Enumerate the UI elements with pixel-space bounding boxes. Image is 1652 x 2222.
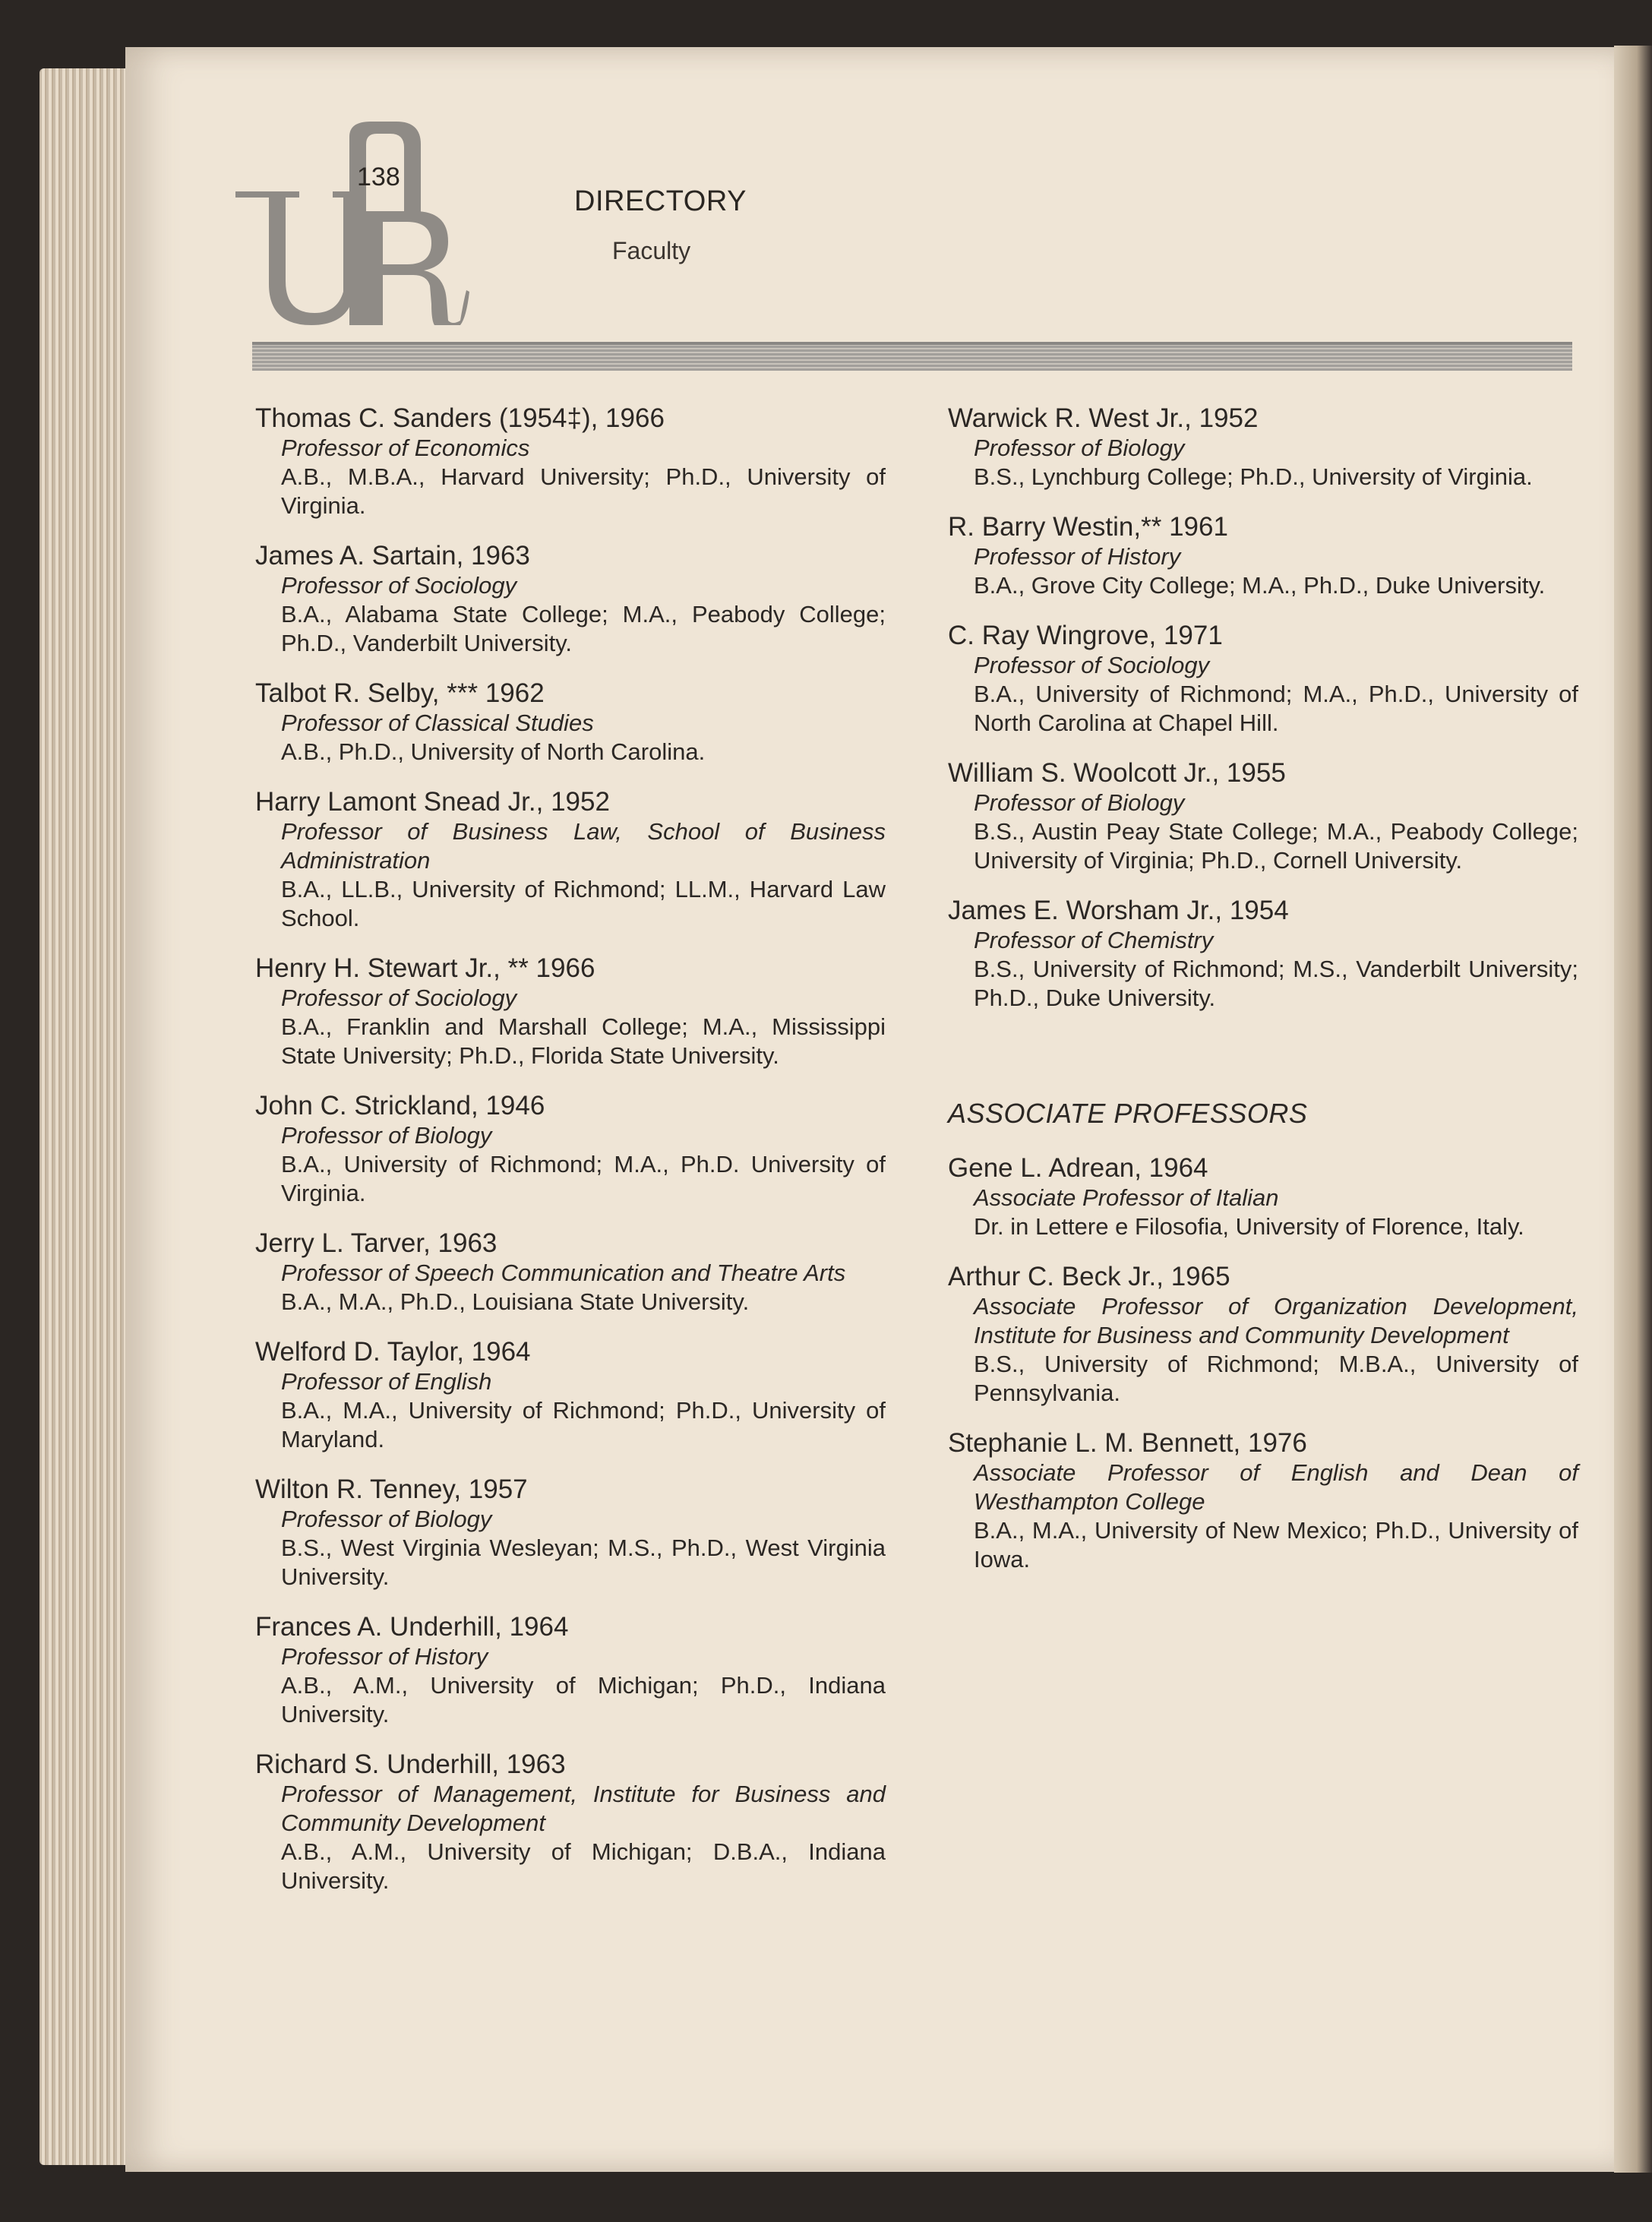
faculty-degrees: B.A., Grove City College; M.A., Ph.D., Duke University.	[974, 572, 1546, 599]
faculty-title: Associate Professor of English and Dean of Westhampton College	[974, 1459, 1578, 1515]
faculty-title: Professor of Chemistry	[974, 927, 1214, 953]
right-column	[948, 403, 1578, 1594]
faculty-name: Jerry L. Tarver, 1963	[255, 1228, 497, 1258]
faculty-name: Arthur C. Beck Jr., 1965	[948, 1262, 1230, 1291]
faculty-entry	[948, 1261, 1578, 1408]
faculty-name: Harry Lamont Snead Jr., 1952	[255, 787, 610, 817]
faculty-title: Professor of Biology	[281, 1506, 492, 1532]
faculty-title: Professor of Classical Studies	[281, 710, 594, 736]
faculty-name: Henry H. Stewart Jr., ** 1966	[255, 953, 595, 983]
faculty-title: Professor of Speech Communication and Theatre Arts	[281, 1260, 846, 1286]
faculty-entry	[255, 1090, 886, 1208]
faculty-name: Richard S. Underhill, 1963	[255, 1749, 566, 1779]
faculty-entry	[255, 678, 886, 766]
faculty-title: Professor of Biology	[974, 789, 1185, 816]
faculty-degrees: A.B., A.M., University of Michigan; D.B.A., Indiana University.	[281, 1838, 886, 1894]
faculty-degrees: B.A., University of Richmond; M.A., Ph.D., University of North Carolina at Chapel Hill.	[974, 681, 1578, 736]
faculty-title: Professor of History	[281, 1643, 488, 1670]
faculty-title: Professor of Biology	[974, 435, 1185, 461]
faculty-degrees: A.B., A.M., University of Michigan; Ph.D., Indiana University.	[281, 1672, 886, 1727]
faculty-name: James A. Sartain, 1963	[255, 541, 530, 571]
faculty-entry	[948, 1152, 1578, 1241]
faculty-entry	[948, 403, 1578, 491]
faculty-title: Professor of Business Law, School of Business Administration	[281, 818, 886, 874]
faculty-title: Professor of Sociology	[974, 652, 1210, 678]
section-subtitle: Faculty	[612, 237, 691, 264]
faculty-degrees: Dr. in Lettere e Filosofia, University of Florence, Italy.	[974, 1213, 1524, 1240]
faculty-name: Stephanie L. M. Bennett, 1976	[948, 1428, 1307, 1458]
faculty-entry	[948, 511, 1578, 600]
faculty-degrees: B.S., University of Richmond; M.B.A., University of Pennsylvania.	[974, 1351, 1578, 1406]
faculty-degrees: B.A., M.A., Ph.D., Louisiana State University.	[281, 1288, 750, 1315]
faculty-name: John C. Strickland, 1946	[255, 1091, 545, 1120]
ur-logo	[235, 122, 539, 327]
faculty-entry	[948, 620, 1578, 738]
faculty-name: C. Ray Wingrove, 1971	[948, 621, 1223, 650]
faculty-degrees: B.A., LL.B., University of Richmond; LL.M., Harvard Law School.	[281, 876, 886, 931]
faculty-name: Warwick R. West Jr., 1952	[948, 403, 1259, 433]
faculty-name: Thomas C. Sanders (1954‡), 1966	[255, 403, 665, 433]
faculty-name: William S. Woolcott Jr., 1955	[948, 758, 1286, 788]
faculty-entry	[255, 1336, 886, 1454]
faculty-degrees: B.S., University of Richmond; M.S., Vanderbilt University; Ph.D., Duke University.	[974, 956, 1578, 1011]
faculty-degrees: B.A., M.A., University of Richmond; Ph.D., University of Maryland.	[281, 1397, 886, 1452]
section-title: DIRECTORY	[574, 185, 747, 217]
faculty-degrees: B.A., Alabama State College; M.A., Peabody College; Ph.D., Vanderbilt University.	[281, 601, 886, 656]
faculty-title: Professor of History	[974, 543, 1181, 570]
faculty-title: Professor of Biology	[281, 1122, 492, 1149]
faculty-entry	[255, 540, 886, 658]
faculty-degrees: B.S., Lynchburg College; Ph.D., University of Virginia.	[974, 463, 1533, 490]
faculty-entry	[255, 1611, 886, 1729]
header-rule	[252, 342, 1572, 371]
faculty-degrees: B.A., University of Richmond; M.A., Ph.D. University of Virginia.	[281, 1151, 886, 1206]
faculty-entry	[255, 1749, 886, 1895]
faculty-entry	[255, 403, 886, 520]
faculty-name: Wilton R. Tenney, 1957	[255, 1474, 528, 1504]
faculty-name: Gene L. Adrean, 1964	[948, 1153, 1208, 1183]
faculty-entry	[255, 1474, 886, 1591]
faculty-degrees: A.B., M.B.A., Harvard University; Ph.D., University of Virginia.	[281, 463, 886, 519]
faculty-title: Professor of Sociology	[281, 572, 517, 599]
faculty-name: R. Barry Westin,** 1961	[948, 512, 1228, 542]
faculty-name: Frances A. Underhill, 1964	[255, 1612, 569, 1642]
book-spine	[1614, 46, 1652, 2173]
faculty-entry	[255, 1228, 886, 1316]
faculty-title: Professor of Management, Institute for Business and Community Development	[281, 1781, 886, 1836]
left-column	[255, 403, 886, 1915]
faculty-entry	[255, 786, 886, 933]
faculty-entry	[948, 895, 1578, 1013]
associate-professors-heading: ASSOCIATE PROFESSORS	[948, 1098, 1308, 1129]
faculty-degrees: B.A., Franklin and Marshall College; M.A., Mississippi State University; Ph.D., Florida State University.	[281, 1013, 886, 1069]
faculty-title: Professor of English	[281, 1368, 492, 1395]
faculty-title: Professor of Economics	[281, 435, 530, 461]
faculty-title: Professor of Sociology	[281, 985, 517, 1011]
faculty-name: Welford D. Taylor, 1964	[255, 1337, 531, 1367]
faculty-entry	[948, 757, 1578, 875]
page-number: 138	[357, 163, 400, 191]
faculty-degrees: B.A., M.A., University of New Mexico; Ph.D., University of Iowa.	[974, 1517, 1578, 1572]
faculty-degrees: A.B., Ph.D., University of North Carolina.	[281, 738, 706, 765]
faculty-entry	[948, 1427, 1578, 1574]
faculty-degrees: B.S., Austin Peay State College; M.A., Peabody College; University of Virginia; Ph.D., Cornell University.	[974, 818, 1578, 874]
faculty-name: Talbot R. Selby, *** 1962	[255, 678, 545, 708]
faculty-title: Associate Professor of Organization Development, Institute for Business and Community Development	[974, 1293, 1578, 1348]
faculty-entry	[255, 953, 886, 1070]
faculty-title: Associate Professor of Italian	[974, 1184, 1279, 1211]
faculty-name: James E. Worsham Jr., 1954	[948, 896, 1289, 925]
faculty-degrees: B.S., West Virginia Wesleyan; M.S., Ph.D., West Virginia University.	[281, 1535, 886, 1590]
